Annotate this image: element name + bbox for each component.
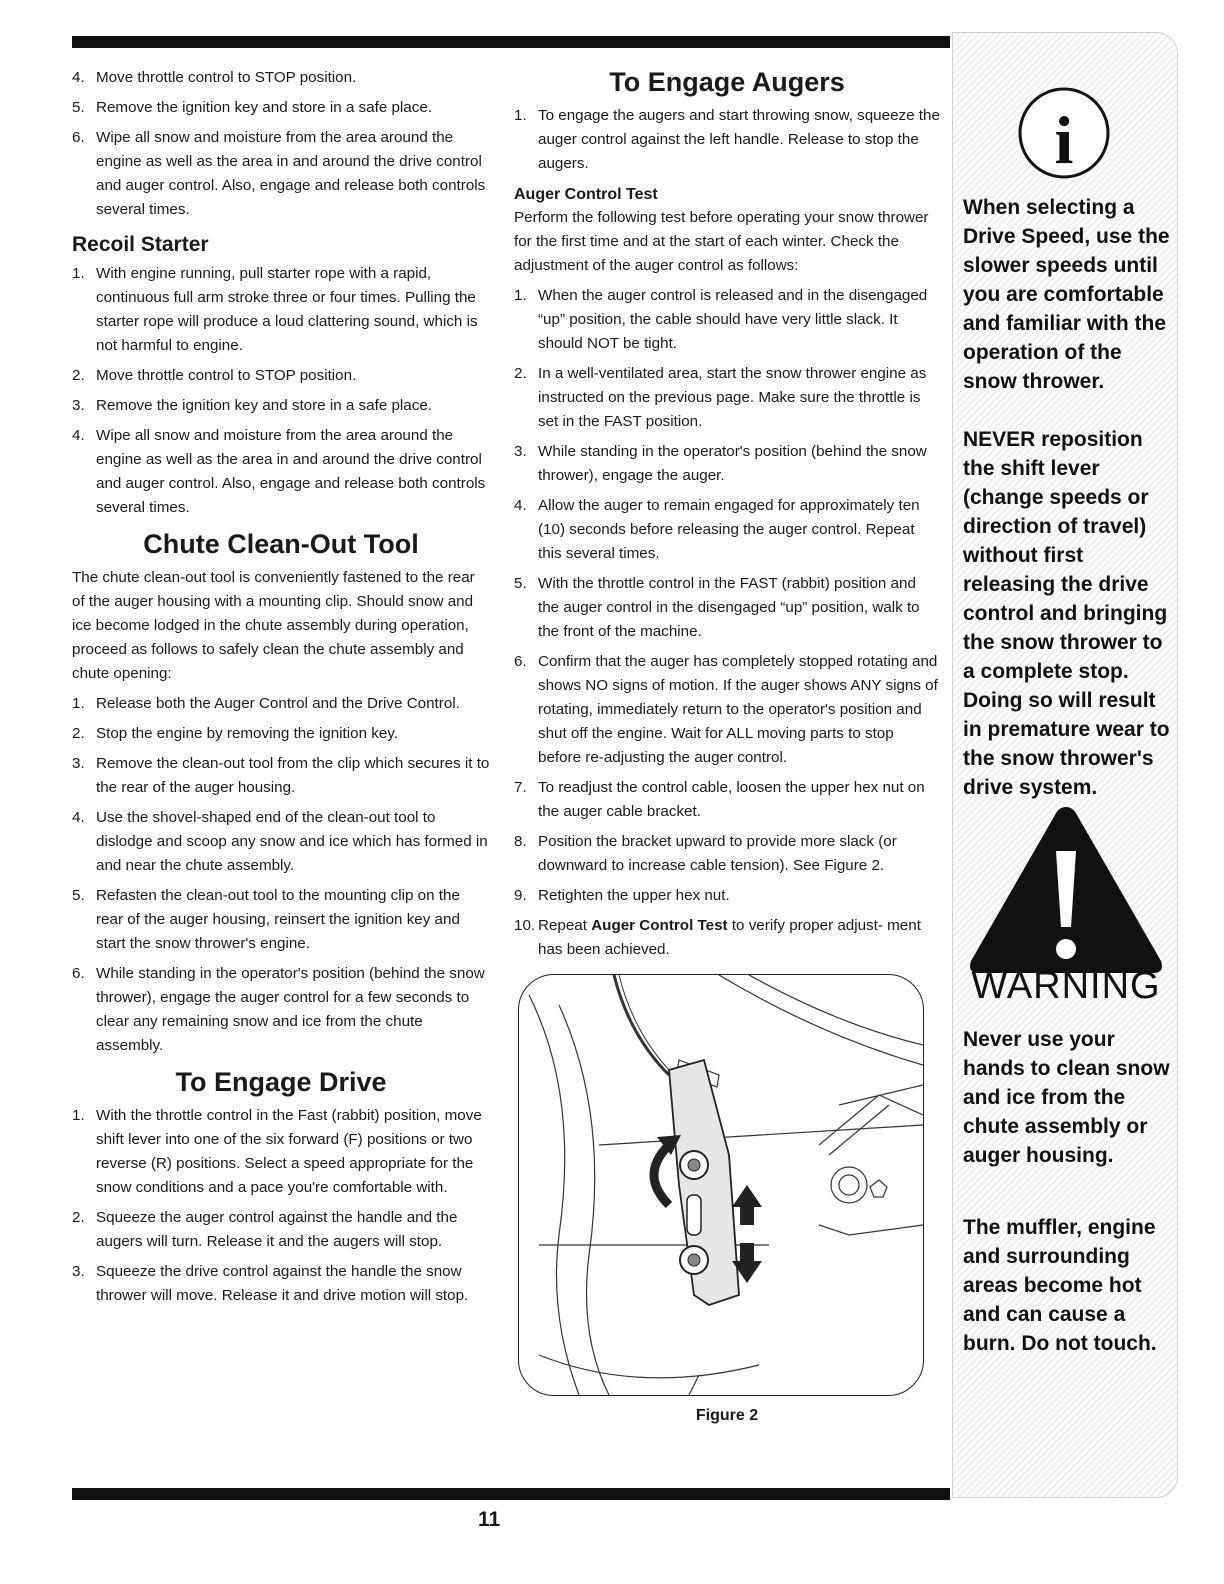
safety-sidebar [952, 32, 1178, 1498]
list-item: 6. Wipe all snow and moisture from the area around the engine as well as the area in and around the drive control and auger control. Also, engage and release both controls several times. [72, 129, 486, 218]
shift-lever-note: NEVER reposition the shift lever (change speeds or direction of travel) without first releasing the drive control and bringing the snow thrower to a complete stop. Doing so will result in premature wear to the snow thrower's drive system. [963, 428, 1170, 799]
list-item: 2. In a well-ventilated area, start the snow thrower engine as instructed on the previous page. Make sure the throttle is set in the FAST position. [514, 365, 927, 430]
auger-test-heading: Auger Control Test [514, 186, 658, 203]
hands-warning: Never use your hands to clean snow and ice from the chute assembly or auger housing. [963, 1028, 1170, 1167]
engage-augers-heading: To Engage Augers [609, 67, 845, 97]
list-item: 3. Squeeze the drive control against the handle the snow thrower will move. Release it and drive motion will stop. [72, 1263, 469, 1304]
bottom-rule [72, 1488, 950, 1500]
list-item: 6. Confirm that the auger has completely stopped rotating and shows NO signs of motion. If the auger shows ANY signs of rotating, immediately return to the operator's position and shut off the engine. Wait for ALL moving parts to stop before re-adjusting the auger control. [514, 653, 938, 766]
engage-drive-heading: To Engage Drive [175, 1067, 387, 1097]
list-item: 1. Release both the Auger Control and the Drive Control. [72, 695, 460, 712]
list-item: 1. When the auger control is released and in the disengaged “up” position, the cable should have very little slack. It should NOT be tight. [514, 287, 928, 352]
list-item: 5. Refasten the clean-out tool to the mounting clip on the rear of the auger housing, reinsert the ignition key and start the snow thrower's engine. [72, 887, 460, 952]
list-item: 5. Remove the ignition key and store in a safe place. [72, 99, 433, 116]
info-icon [1016, 85, 1112, 181]
list-item: 4. Move throttle control to STOP position. [72, 69, 357, 86]
intro-list [72, 66, 490, 222]
chute-intro: The chute clean-out tool is conveniently fastened to the rear of the auger housing with a mounting clip. Should snow and ice become lodged in the chute assembly during operation, proceed as follows to safely clean the chute assembly and chute opening: [72, 569, 475, 682]
list-item: 1. With the throttle control in the Fast (rabbit) position, move shift lever into one of the six forward (F) positions or two reverse (R) positions. Select a speed appropriate for the snow conditions and a pace you're comfortable with. [72, 1107, 482, 1196]
list-item: 8. Position the bracket upward to provide more slack (or downward to increase cable tension). See Figure 2. [514, 833, 897, 874]
left-column [72, 66, 490, 1314]
page-number: 11 [478, 1508, 501, 1531]
figure-2-illustration [518, 974, 924, 1396]
auger-bracket-drawing [519, 975, 923, 1395]
top-rule [72, 36, 950, 48]
list-item: 6. While standing in the operator's position (behind the snow thrower), engage the auger control for a few seconds to clear any remaining snow and ice from the chute assembly. [72, 965, 485, 1054]
drive-list [72, 1104, 490, 1308]
list-item: 10. Repeat Auger Control Test to verify proper adjust- ment has been achieved. [514, 917, 921, 958]
chute-list [72, 692, 490, 1058]
recoil-starter-heading: Recoil Starter [72, 233, 209, 256]
list-item: 3. Remove the clean-out tool from the clip which secures it to the rear of the auger housing. [72, 755, 490, 796]
list-item: 7. To readjust the control cable, loosen the upper hex nut on the auger cable bracket. [514, 779, 925, 820]
list-item: 2. Squeeze the auger control against the handle and the augers will turn. Release it and the augers will stop. [72, 1209, 458, 1250]
warning-word: WARNING [971, 965, 1161, 1007]
list-item: 4. Allow the auger to remain engaged for approximately ten (10) seconds before releasing the auger control. Repeat this several times. [514, 497, 920, 562]
chute-tool-heading: Chute Clean-Out Tool [143, 529, 419, 559]
muffler-warning: The muffler, engine and surrounding areas become hot and can cause a burn. Do not touch. [963, 1216, 1157, 1355]
list-item: 3. While standing in the operator's position (behind the snow thrower), engage the auger. [514, 443, 927, 484]
list-item: 4. Wipe all snow and moisture from the area around the engine as well as the area in and around the drive control and auger control. Also, engage and release both controls several times. [72, 427, 486, 516]
list-item: 3. Remove the ignition key and store in a safe place. [72, 397, 433, 414]
drive-speed-note: When selecting a Drive Speed, use the slower speeds until you are comfortable and familiar with the operation of the snow thrower. [963, 196, 1170, 393]
list-item: 1. With engine running, pull starter rope with a rapid, continuous full arm stroke three or four times. Pulling the starter rope will produce a loud clattering sound, which is not harmful to engine. [72, 265, 478, 354]
list-item: 5. With the throttle control in the FAST (rabbit) position and the auger control in the disengaged “up” position, walk to the front of the machine. [514, 575, 920, 640]
list-item: 9. Retighten the upper hex nut. [514, 887, 730, 904]
warning-triangle-icon [965, 801, 1167, 979]
list-item: 4. Use the shovel-shaped end of the clean-out tool to dislodge and scoop any snow and ice which has formed in and near the chute assembly. [72, 809, 488, 874]
auger-test-intro: Perform the following test before operating your snow thrower for the first time and at the start of each winter. Check the adjustment of the auger control as follows: [514, 209, 929, 274]
engage-augers-list [514, 104, 940, 176]
auger-test-list [514, 284, 940, 962]
list-item: 2. Move throttle control to STOP position. [72, 367, 357, 384]
recoil-list [72, 262, 490, 520]
list-item: 1. To engage the augers and start throwing snow, squeeze the auger control against the left handle. Release to stop the augers. [514, 107, 940, 172]
middle-column [514, 66, 940, 1428]
info-icon-letter: i [1054, 102, 1074, 178]
figure-caption: Figure 2 [695, 1407, 759, 1424]
list-item: 2. Stop the engine by removing the ignition key. [72, 725, 398, 742]
